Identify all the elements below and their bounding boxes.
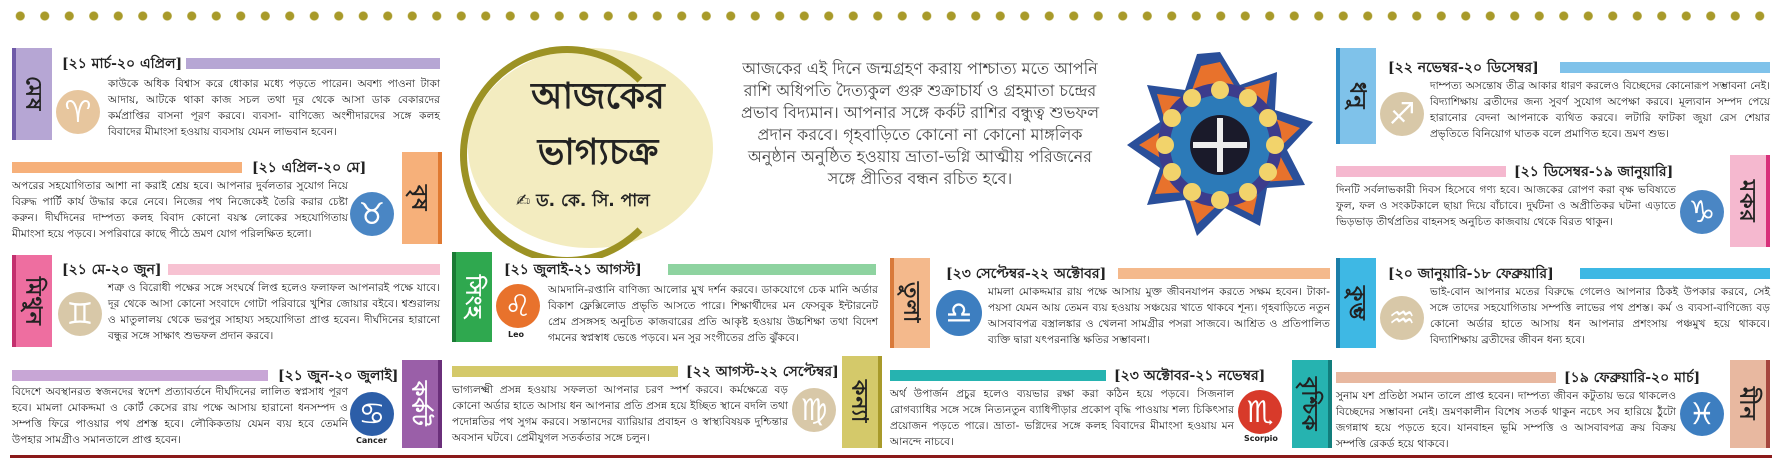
ram-icon: ♈ xyxy=(56,90,100,134)
twins-icon: ♊ xyxy=(58,292,102,336)
cancer-label: Cancer xyxy=(356,436,388,445)
karkat-bar xyxy=(12,370,268,381)
page-title: আজকের ভাগ্যচক্র xyxy=(531,75,665,173)
dhanu-bar xyxy=(1560,62,1770,73)
karkat-tab: কর্কট xyxy=(402,360,442,448)
karkat-date: [২১ জুন-২০ জুলাই] xyxy=(274,364,402,388)
dotted-border-top xyxy=(8,10,1774,22)
singha-tab: সিংহ xyxy=(452,252,492,342)
tula-text: মামলা মোকদ্দমার রায় পক্ষে আসায় মুক্ত জীবনযাপন করতে সক্ষম হবেন। টাকা-পয়সা যেমন আয় তেমন ব্যয় হওয়ায় সঞ্চয়ের খাতে থাকবে শূন্য। গৃহবাড়িতে নতুন আসবাবপত্র বস্ত্রালঙ্কার ও খেলনা সামগ্রীর পসরা সাজবে। আশ্রিত ও প্রতিপালিত ব্যক্তি দ্বারা যৎপরনাস্তি ক্ষতির সম্ভাবনা। xyxy=(988,286,1330,346)
fish-icon: ♓ xyxy=(1680,392,1724,436)
author-byline: ✍ ড. কে. সি. পাল xyxy=(516,191,650,211)
mesh-text: কাউকে অধিক বিশ্বাস করে ধোকার মধ্যে পড়তে পারেন। অবশ্য পাওনা টাকা আদায়, আটকে থাকা কাজ সচল তথা দূর থেকে আসা ডাক বেকারদের কর্মপ্রাপ্তির বাসনা পূরণ করবে। ব্যবসা- বাণিজ্যে অংশীদারদের সঙ্গে কলহ বিবাদের মীমাংসা হওয়ায় ব্যবসায় যেমন লাভবান হবেন। xyxy=(108,78,440,138)
brishchik-bar xyxy=(890,370,1106,381)
brisha-date: [২১ এপ্রিল-২০ মে] xyxy=(248,156,370,180)
water-bearer-icon: ♒ xyxy=(1380,296,1424,340)
scales-icon: ♎ xyxy=(936,290,982,336)
kanya-bar xyxy=(452,366,678,377)
dhanu-text: দাম্পত্য অসন্তোষ তীব্র আকার ধারণ করলেও বিচ্ছেদের কোনোরূপ সম্ভাবনা নেই। বিদ্যাশিক্ষায় ব্রতীদের জন্য সুবর্ণ সুযোগ অপেক্ষা করবে। মূল্যবান সম্পদ পেয়ে হারানোর বেদনা আপনাকে ব্যথিত করবে। লটারি ফাটকা জুয়া রেস শেয়ার প্রভৃতিতে বিনিয়োগ ঘাতক বলে প্রমাণিত হবে। ভ্রমণ শুভ। xyxy=(1430,80,1770,140)
brishchik-text: অর্থ উপার্জন প্রচুর হলেও ব্যয়ভার রক্ষা করা কঠিন হয়ে পড়বে। সিজনাল রোগব্যাধির সঙ্গে সঙ্গে নিত্যনতুন ব্যাধিপীড়ার প্রকোপ বৃদ্ধি পাওয়ায় শল্য চিকিৎসার প্রয়োজন পড়তে পারে। ভ্রাতা- ভগ্নিদের সঙ্গে কলহ বিবাদের মীমাংসা হওয়ায় মন আনন্দে নাচবে। xyxy=(890,388,1234,448)
intro-paragraph: আজকের এই দিনে জন্মগ্রহণ করায় পাশ্চাত্য মতে আপনি রাশি অধিপতি দৈত্যকুল গুরু শুক্রাচার্য ও গ্রহমাতা চন্দ্রের প্রভাব বিদ্যমান। আপনার সঙ্গে কর্কট রাশির বন্ধুত্ব শুভফল প্রদান করবে। গৃহবাড়িতে কোনো না কোনো মাঙ্গলিক অনুষ্ঠান অনুষ্ঠিত হওয়ায় ভ্রাতা-ভগ্নি আত্মীয় পরিজনের সঙ্গে প্রীতির বন্ধন রচিত হবে। xyxy=(740,59,1100,188)
mesh-date: [২১ মার্চ-২০ এপ্রিল] xyxy=(58,52,186,76)
mesh-bar xyxy=(180,58,440,69)
singha-date: [২১ জুলাই-২১ আগস্ট] xyxy=(500,258,646,282)
singha-bar xyxy=(668,264,876,275)
kanya-tab: কন্যা xyxy=(842,356,882,448)
lion-icon: ♌ xyxy=(496,284,540,328)
meen-date: [১৯ ফেব্রুয়ারি-২০ মার্চ] xyxy=(1560,366,1704,390)
leo-label: Leo xyxy=(508,330,525,339)
mithun-tab: মিথুন xyxy=(12,255,52,347)
brisha-text: অপরের সহযোগিতার আশা না করাই শ্রেয় হবে। আপনার দুর্বলতার সুযোগ নিয়ে বিরুদ্ধ পার্টি কার্য উদ্ধার করে নেবে। নিজের পথ নিজেকেই তৈরি করার চেষ্টা করুন। দীর্ঘদিনের দাম্পত্য কলহ বিবাদ কোনো বয়স্ক লোকের সহযোগিতায় মীমাংসা হয়ে পড়বে। সপরিবারে কাছে পীঠে ভ্রমণ যোগ পরিলক্ষিত হলো। xyxy=(12,180,348,240)
mithun-text: শত্রু ও বিরোধী পক্ষের সঙ্গে সংঘর্ষে লিপ্ত হলেও ফলাফল আপনারই পক্ষে যাবে। দূর থেকে আসা কোনো সংবাদে গোটা পরিবারে খুশির জোয়ার বইবে। শ্বশুরালয় ও মাতুলালয় থেকে ভরপুর সাহায্য সহযোগিতা প্রাপ্ত হবেন। দীর্ঘদিনের হারানো বন্ধুর সঙ্গে সাক্ষাৎ শুভফল প্রদান করবে। xyxy=(108,282,440,342)
mithun-date: [২১ মে-২০ জুন] xyxy=(58,258,166,282)
kanya-date: [২২ আগস্ট-২২ সেপ্টেম্বর] xyxy=(682,360,843,384)
mesh-tab: মেষ xyxy=(12,48,52,140)
dhanu-date: [২২ নভেম্বর-২০ ডিসেম্বর] xyxy=(1384,56,1543,80)
kumbha-date: [২০ জানুয়ারি-১৮ ফেব্রুয়ারি] xyxy=(1384,262,1558,286)
goat-icon: ♑ xyxy=(1680,190,1724,234)
tula-tab: তুলা xyxy=(890,258,930,348)
mithun-bar xyxy=(168,264,440,275)
tula-date: [২৩ সেপ্টেম্বর-২২ অক্টোবর] xyxy=(942,262,1110,286)
scorpio-label: Scorpio xyxy=(1244,434,1278,443)
archer-icon: ♐ xyxy=(1380,92,1424,136)
kumbha-text: ভাই-বোন আপনার মতের বিরুদ্ধে গেলেও আপনার ঠিকই উপকার করবে, সেই সঙ্গে তাদের সহযোগিতায় সম্পত্তি লাভের পথ প্রশস্ত। কর্ম ও ব্যবসা-বাণিজ্যে বড় কোনো অর্ডার হাতে আসায় ধন আপনার প্রশংসায় পঞ্চমুখ হয়ে থাকবে। বিদ্যাশিক্ষায় ব্রতীদের জীবন ধন্য হবে। xyxy=(1430,286,1770,346)
tula-bar xyxy=(1118,268,1330,279)
dhanu-tab: ধনু xyxy=(1336,48,1376,144)
makar-bar xyxy=(1336,166,1506,177)
brisha-bar xyxy=(12,162,242,173)
makar-text: দিনটি সর্বলাভকারী দিবস হিসেবে গণ্য হবে। আজকের রোপণ করা বৃক্ষ ভবিষ্যতে ফুল, ফল ও সংকটকালে ছায়া দিয়ে বাঁচাবে। দুর্ঘটনা ও অপ্রীতিকর ঘটনা এড়াতে ভিড়ভাড় তীর্থপ্রতির বাহনসহ অনুচিত কাজবায় থেকে বিরত থাকুন। xyxy=(1336,184,1676,228)
title-badge xyxy=(468,48,713,248)
kanya-text: ভাগ্যলক্ষ্মী প্রসন্ন হওয়ায় সফলতা আপনার চরণ স্পর্শ করবে। কর্মক্ষেত্রে বড় কোনো অর্ডার হাতে আসায় ধন আপনার প্রতি প্রসন্ন হয়ে ইচ্ছিত স্থানে বদলি তথা পদোন্নতির পথ সুগম করবে। সন্তানদের ব্যারিয়ার প্রবাহন ও স্বাস্থ্যবিষয়ক দুশ্চিন্তার অবসান ঘটবে। প্রেমীযুগল সতর্কতার সঙ্গে চলুন। xyxy=(452,384,788,444)
zodiac-wheel-icon xyxy=(1125,50,1315,240)
meen-text: সুনাম যশ প্রতিষ্ঠা সমান তালে প্রাপ্ত হবেন। দাম্পত্য জীবন কটুতায় ভরে থাকলেও বিচ্ছেদের সম্ভাবনা নেই। ভ্রমণকালীন বিশেষ সতর্ক থাকুন নচেৎ সব হারিয়ে ঠুঁটো জগন্নাথ হয়ে পড়তে হবে। যানবাহন ভূমি সম্পত্তি ও আসবাবপত্র ক্রয় বিক্রয় সম্পত্তি রেকর্ড হয়ে থাকবে। xyxy=(1336,390,1676,450)
singha-text: আমদানি-রপ্তানি বাণিজ্য আলোর মুখ দর্শন করবে। ডাকযোগে চেক মানি অর্ডার বিকাশ ফ্লেক্সিলোড প্রভৃতি আসতে পারে। শিক্ষার্থীদের মন ফেসবুক ইন্টারনেট প্রেম প্রসঙ্গসহ অনুচিত কাজবারের প্রতি আকৃষ্ট হওয়ায় উচ্চশিক্ষা তথা বিদেশ গমনের স্বপ্নস্বাধ ভেঙে পড়বে। মন সুর সংগীতের প্রতি ঝুঁকবে। xyxy=(548,284,878,344)
brishchik-tab: বৃশ্চিক xyxy=(1292,360,1332,448)
makar-date: [২১ ডিসেম্বর-১৯ জানুয়ারি] xyxy=(1510,160,1677,184)
karkat-text: বিদেশে অবস্থানরত স্বজনদের স্বদেশ প্রত্যাবর্তনে দীর্ঘদিনের লালিত স্বপ্নসাধ পূরণ হবে। মামলা মোকদ্দমা ও কোর্ট কেসের রায় পক্ষে আসায় হারানো ধনসম্পদ ও সম্পত্তি ফিরে পাওয়ার পথ প্রশস্ত হবে। লৌকিকতায় যেমন ব্যয় হবে তেমনি উপহার সামগ্রীও সমানতালে প্রাপ্ত হবেন। xyxy=(12,386,348,446)
kumbha-tab: কুম্ভ xyxy=(1336,258,1376,348)
scorpion-icon: ♏ xyxy=(1238,390,1282,434)
makar-tab: মকর xyxy=(1730,155,1770,247)
brishchik-date: [২৩ অক্টোবর-২১ নভেম্বর] xyxy=(1110,364,1269,388)
bull-icon: ♉ xyxy=(350,192,394,236)
meen-tab: মীন xyxy=(1730,360,1770,448)
meen-bar xyxy=(1336,372,1556,383)
brisha-tab: বৃষ xyxy=(402,152,442,244)
virgin-icon: ♍ xyxy=(792,388,836,432)
kumbha-bar xyxy=(1580,268,1770,279)
bottom-rule xyxy=(10,455,1772,458)
crab-icon: ♋ xyxy=(350,392,394,436)
